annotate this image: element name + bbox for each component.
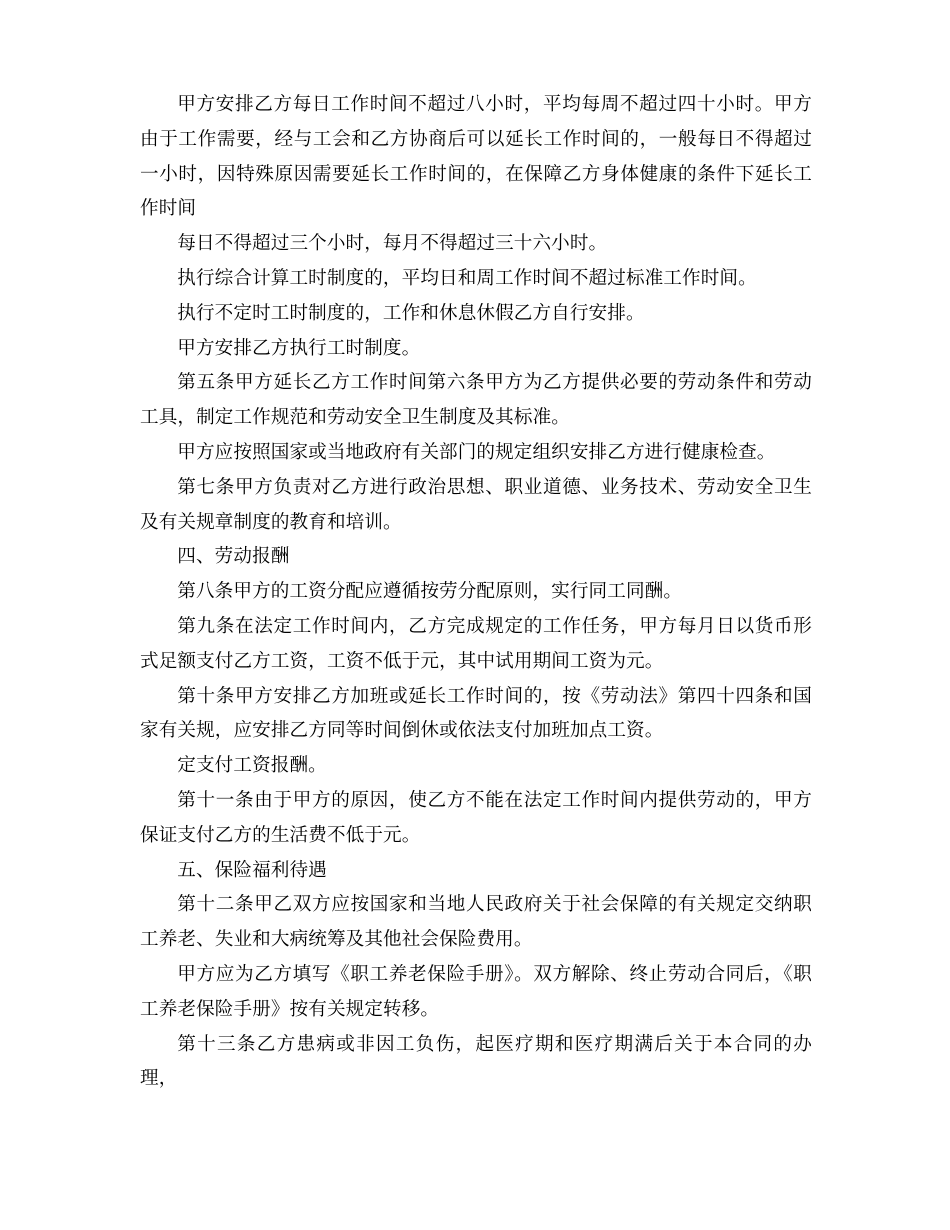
paragraph-wage-payment: 定支付工资报酬。 <box>177 755 327 777</box>
section-heading-remuneration: 四、劳动报酬 <box>177 546 290 568</box>
paragraph-hours-system: 甲方安排乙方执行工时制度。 <box>177 337 421 359</box>
paragraph-health-check: 甲方应按照国家或当地政府有关部门的规定组织安排乙方进行健康检查。 <box>177 441 776 463</box>
paragraph-article-13: 第十三条乙方患病或非因工负伤，起医疗期和医疗期满后关于本合同的办理， <box>140 1033 812 1090</box>
paragraph-pension-handbook: 甲方应为乙方填写《职工养老保险手册》。双方解除、终止劳动合同后，《职工养老保险手册》按有关规定转移。 <box>140 963 812 1020</box>
paragraph-article-12: 第十二条甲乙双方应按国家和当地人民政府关于社会保障的有关规定交纳职工养老、失业和大病统筹及其他社会保险费用。 <box>140 894 812 951</box>
paragraph-overtime-limit: 每日不得超过三个小时，每月不得超过三十六小时。 <box>177 233 608 255</box>
paragraph-article-10: 第十条甲方安排乙方加班或延长工作时间的，按《劳动法》第四十四条和国家有关规，应安排乙方同等时间倒休或依法支付加班加点工资。 <box>140 685 812 742</box>
paragraph-article-8: 第八条甲方的工资分配应遵循按劳分配原则，实行同工同酬。 <box>177 581 683 603</box>
paragraph-flexible-hours: 执行不定时工时制度的，工作和休息休假乙方自行安排。 <box>177 302 645 324</box>
paragraph-article-11: 第十一条由于甲方的原因，使乙方不能在法定工作时间内提供劳动的，甲方保证支付乙方的生活费不低于元。 <box>140 789 812 846</box>
paragraph-comprehensive-hours: 执行综合计算工时制度的，平均日和周工作时间不超过标准工作时间。 <box>177 267 757 289</box>
section-heading-insurance: 五、保险福利待遇 <box>177 859 327 881</box>
paragraph-article-7: 第七条甲方负责对乙方进行政治思想、职业道德、业务技术、劳动安全卫生及有关规章制度的教育和培训。 <box>140 476 812 533</box>
paragraph-working-hours: 甲方安排乙方每日工作时间不超过八小时，平均每周不超过四十小时。甲方由于工作需要，经与工会和乙方协商后可以延长工作时间的，一般每日不得超过一小时，因特殊原因需要延长工作时间的，在保障乙方身体健康的条件下延长工作时间 <box>140 94 812 220</box>
document-body <box>140 88 812 1097</box>
paragraph-article-9: 第九条在法定工作时间内，乙方完成规定的工作任务，甲方每月日以货币形式足额支付乙方工资，工资不低于元，其中试用期间工资为元。 <box>140 615 812 672</box>
paragraph-article-5-6: 第五条甲方延长乙方工作时间第六条甲方为乙方提供必要的劳动条件和劳动工具，制定工作规范和劳动安全卫生制度及其标准。 <box>140 372 812 429</box>
